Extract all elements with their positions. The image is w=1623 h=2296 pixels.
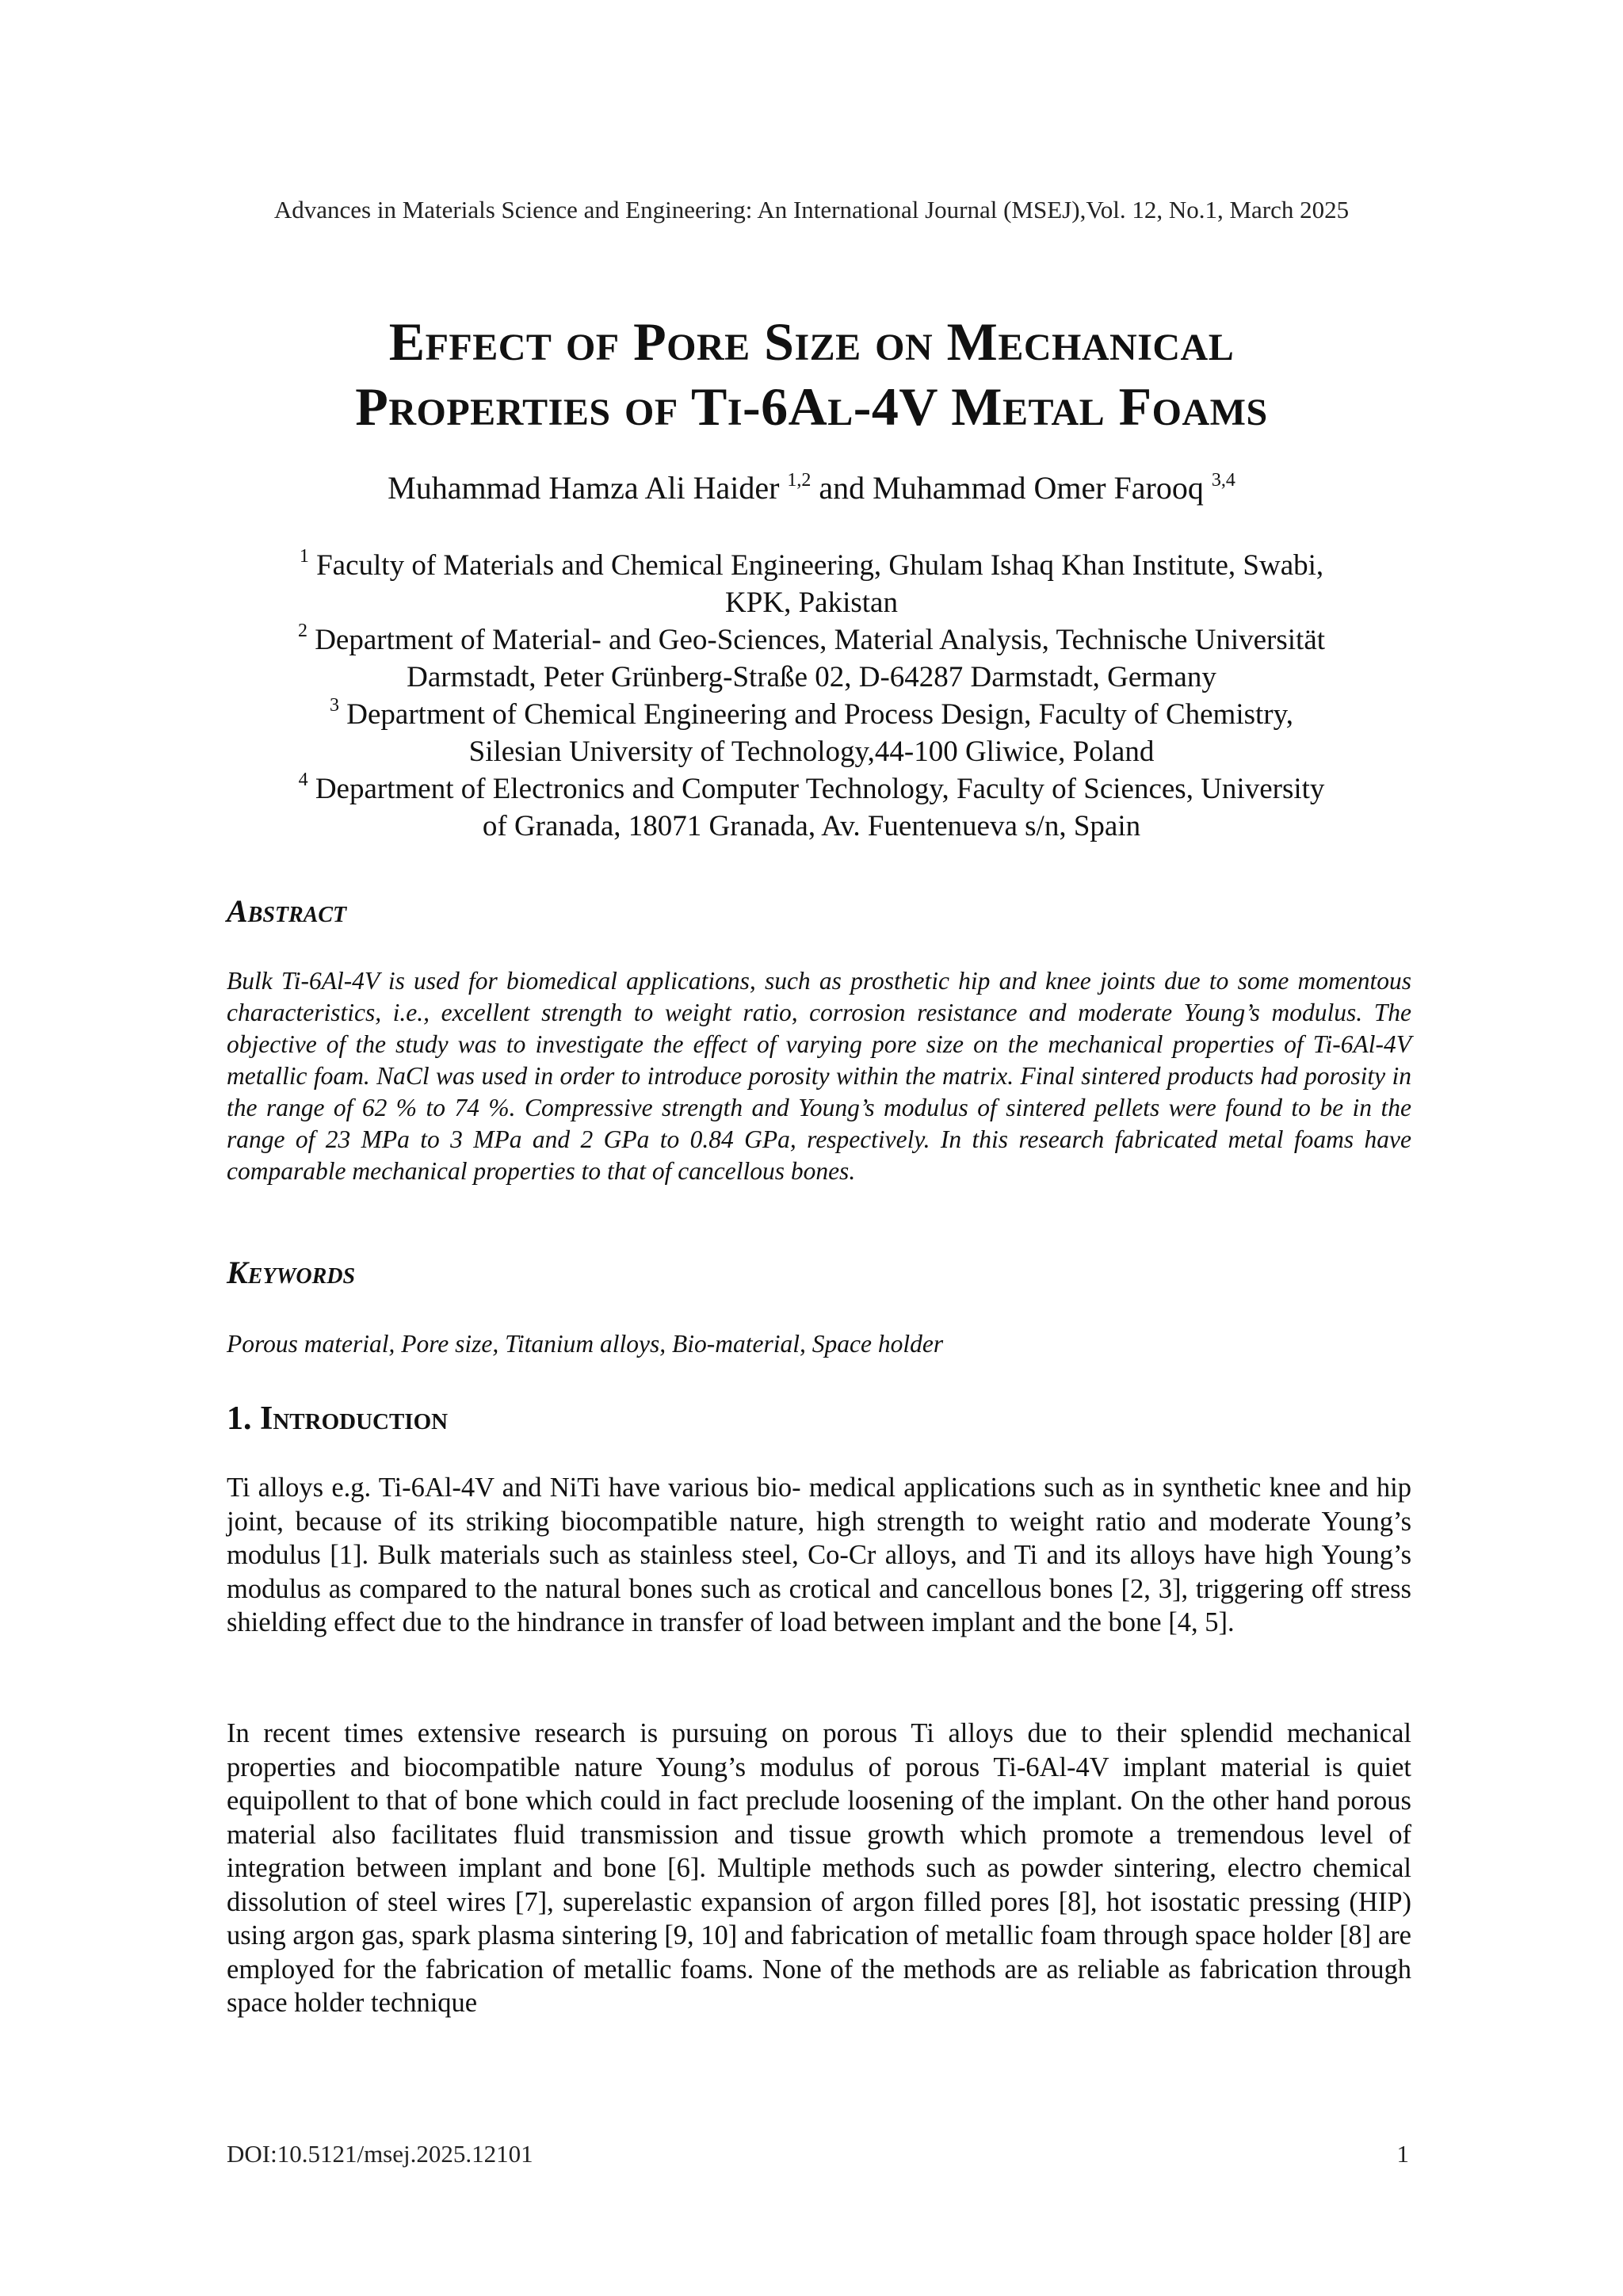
affiliation-2	[0, 621, 1623, 696]
abstract-heading: Abstract	[227, 893, 347, 929]
affiliation-4-number: 4	[298, 770, 308, 790]
title-line-1: Effect of Pore Size on Mechanical	[388, 311, 1235, 372]
running-header: Advances in Materials Science and Engineering: An International Journal (MSEJ),Vol. 12, No.1, March 2025	[273, 196, 1350, 223]
abstract-text: Bulk Ti-6Al-4V is used for biomedical applications, such as prosthetic hip and knee joints due to some momentous characteristics, i.e., excellent strength to weight ratio, corrosion resistance and moderate Young’s modulus. The objective of the study was to investigate the effect of varying pore size on the mechanical properties of Ti-6Al-4V metallic foam. NaCl was used in order to introduce porosity within the matrix. Final sintered products had porosity in the range of 62 % to 74 %. Compressive strength and Young’s modulus of sintered pellets were found to be in the range of 23 MPa to 3 MPa and 2 GPa to 0.84 GPa, respectively. In this research fabricated metal foams have comparable mechanical properties to that of cancellous bones.	[227, 967, 1411, 1185]
affiliation-2-line-1: Department of Material- and Geo-Sciences, Material Analysis, Technische Universität	[307, 624, 1326, 656]
affiliation-1-number: 1	[299, 546, 309, 567]
affiliation-2-line-2: Darmstadt, Peter Grünberg-Straße 02, D-64287 Darmstadt, Germany	[407, 661, 1216, 693]
affiliation-1-line-2: KPK, Pakistan	[725, 586, 898, 619]
affiliation-2-number: 2	[297, 621, 307, 641]
affiliation-3	[0, 696, 1623, 770]
author-2-affiliation: 3,4	[1211, 470, 1235, 491]
title-line-2: Properties of Ti-6Al-4V Metal Foams	[355, 376, 1268, 437]
author-2: and Muhammad Omer Farooq	[811, 470, 1212, 506]
author-1: Muhammad Hamza Ali Haider	[388, 470, 788, 506]
affiliation-4-line-2: of Granada, 18071 Granada, Av. Fuentenueva s/n, Spain	[482, 810, 1141, 842]
keywords-text: Porous material, Pore size, Titanium alloys, Bio-material, Space holder	[227, 1330, 944, 1358]
page-number: 1	[1396, 2140, 1409, 2168]
affiliations	[0, 547, 1623, 845]
author-list	[0, 469, 1623, 506]
introduction-heading: 1. Introduction	[227, 1400, 449, 1437]
affiliation-4	[0, 770, 1623, 845]
paper-title	[0, 309, 1623, 439]
affiliation-3-line-1: Department of Chemical Engineering and Process Design, Faculty of Chemistry,	[339, 698, 1293, 731]
affiliation-1	[0, 547, 1623, 621]
keywords-heading: Keywords	[227, 1255, 356, 1290]
footer-doi: DOI:10.5121/msej.2025.12101	[227, 2140, 533, 2168]
author-1-affiliation: 1,2	[787, 470, 812, 491]
affiliation-4-line-1: Department of Electronics and Computer Technology, Faculty of Sciences, University	[307, 773, 1325, 805]
introduction-paragraph-2: In recent times extensive research is pursuing on porous Ti alloys due to their splendid mechanical properties and biocompatible nature Young’s modulus of porous Ti-6Al-4V implant material is quiet equipollent to that of bone which could in fact preclude loosening of the implant. On the other hand porous material also facilitates fluid transmission and tissue growth which promote a tremendous level of integration between implant and bone [6]. Multiple methods such as powder sintering, electro chemical dissolution of steel wires [7], superelastic expansion of argon filled pores [8], hot isostatic pressing (HIP) using argon gas, spark plasma sintering [9, 10] and fabrication of metallic foam through space holder [8] are employed for the fabrication of metallic foams. None of the methods are as reliable as fabrication through space holder technique	[227, 1718, 1411, 2018]
affiliation-1-line-1: Faculty of Materials and Chemical Engineering, Ghulam Ishaq Khan Institute, Swabi,	[308, 549, 1324, 582]
affiliation-3-number: 3	[330, 695, 340, 716]
affiliation-3-line-2: Silesian University of Technology,44-100 Gliwice, Poland	[468, 735, 1155, 768]
introduction-paragraph-1: Ti alloys e.g. Ti-6Al-4V and NiTi have various bio- medical applications such as in synthetic knee and hip joint, because of its striking biocompatible nature, high strength to weight ratio and moderate Young’s modulus [1]. Bulk materials such as stainless steel, Co-Cr alloys, and Ti and its alloys have high Young’s modulus as compared to the natural bones such as crotical and cancellous bones [2, 3], triggering off stress shielding effect due to the hindrance in transfer of load between implant and the bone [4, 5].	[227, 1473, 1411, 1637]
